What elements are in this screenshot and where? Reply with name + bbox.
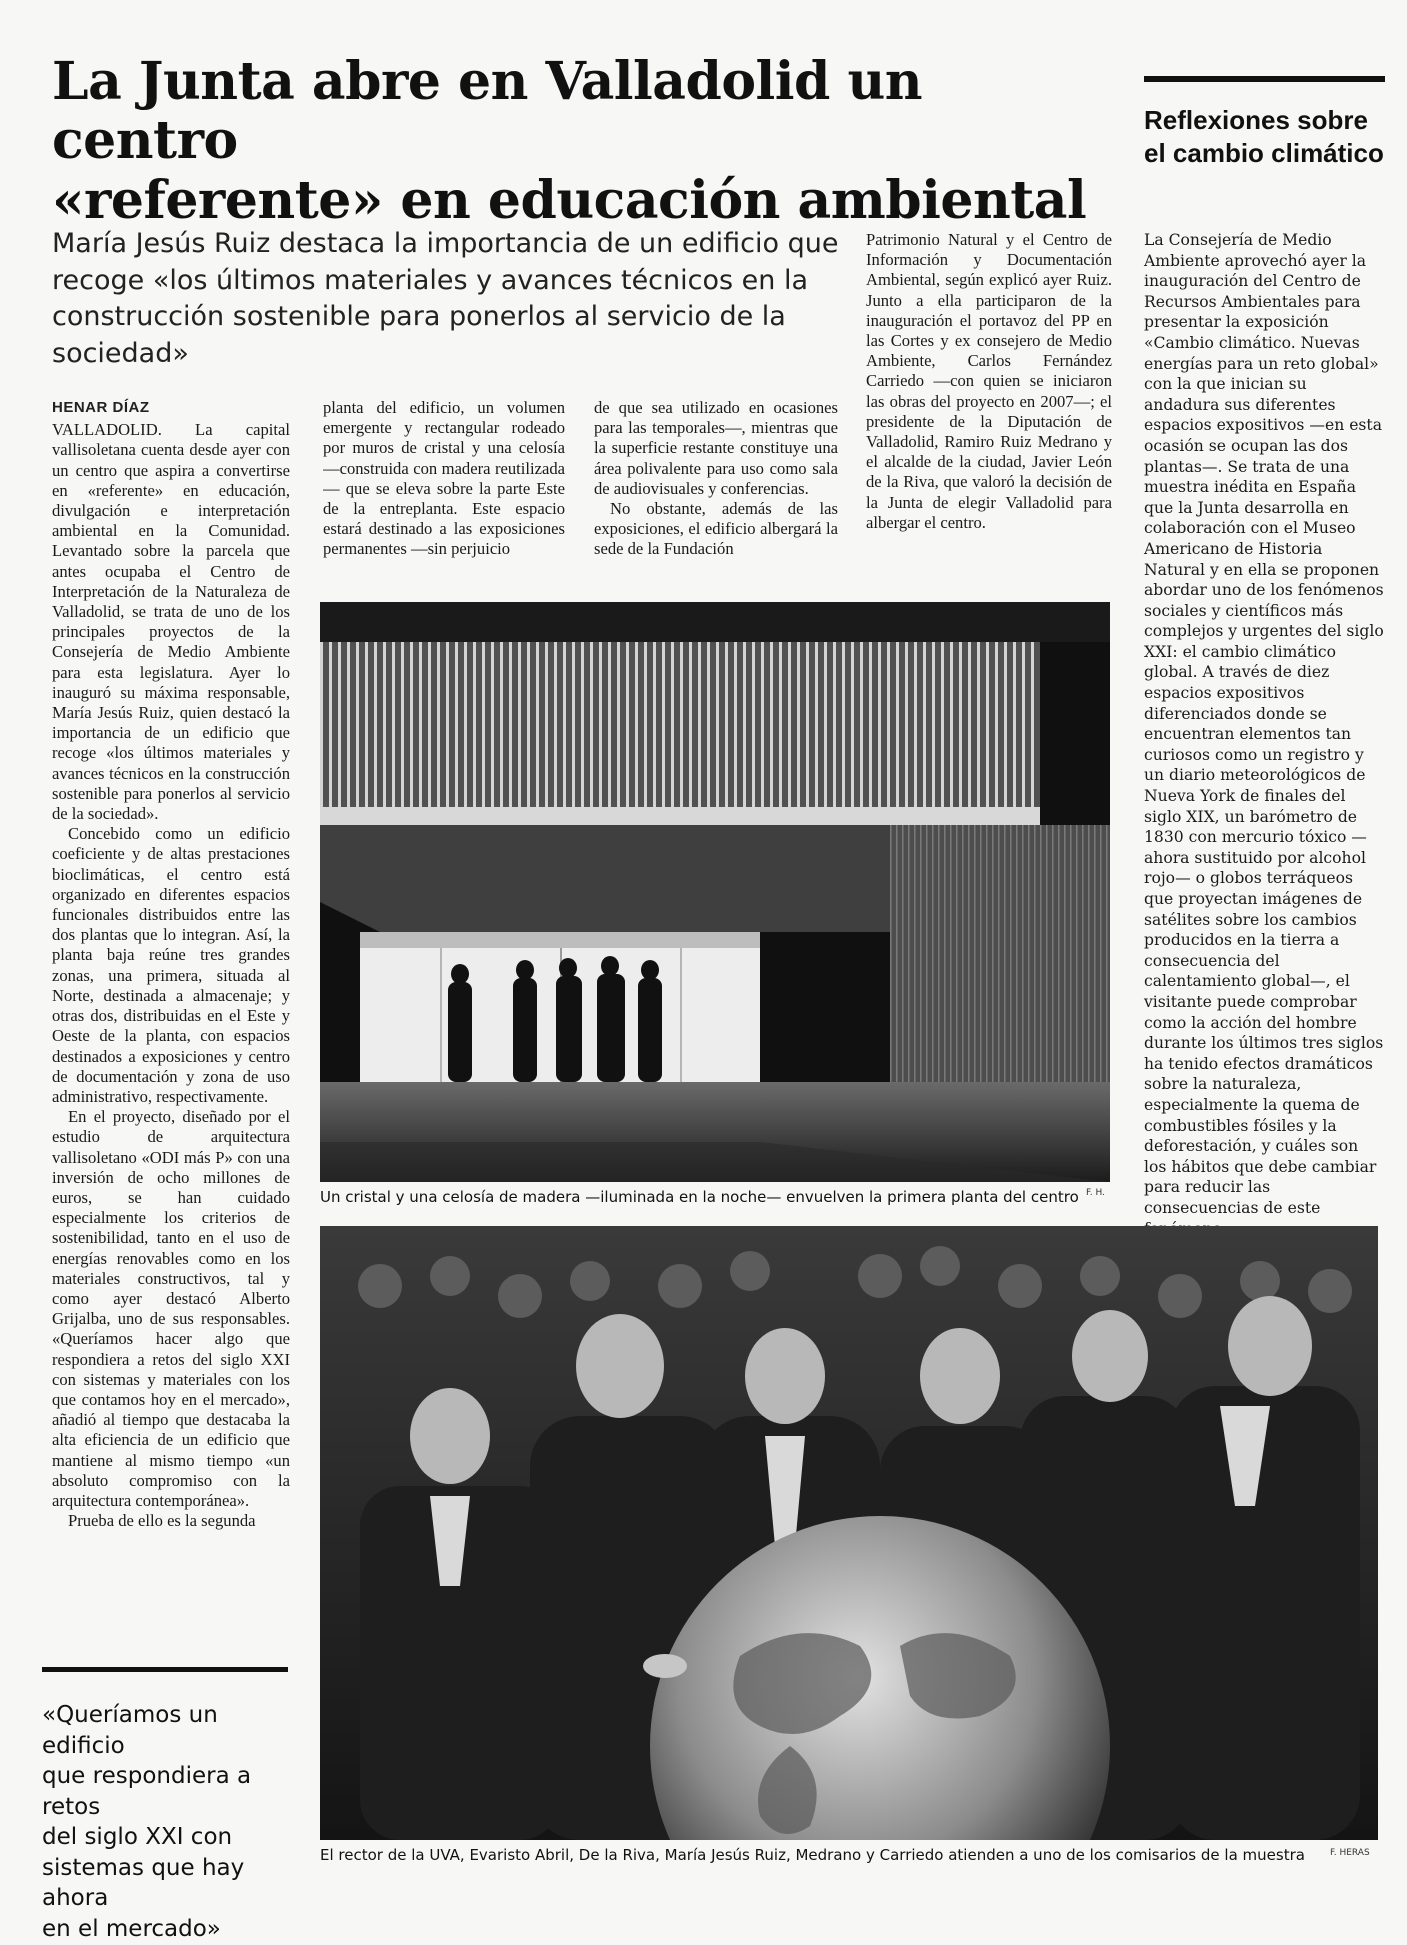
pull-quote-rule <box>42 1667 288 1672</box>
article-column-2 <box>323 398 565 588</box>
paragraph: de que sea utilizado en ocasiones para las temporales—, mientras que la superficie restante constituye una área polivalente para uso como sala de audiovisuales y conferencias. <box>594 398 838 498</box>
sidebar-title: Reflexiones sobre el cambio climático <box>1144 105 1384 168</box>
paragraph: No obstante, además de las exposiciones, el edificio albergará la sede de la Fundación <box>594 499 838 559</box>
paragraph: En el proyecto, diseñado por el estudio de arquitectura vallisoletano «ODI más P» con una inversión de ocho millones de euros, se han cuidado especialmente los criterios de sostenibilidad, tanto en el uso de energías renovables como en los materiales constructivos, tal y como ayer destacó Alberto Grijalba, uno de sus responsables. «Queríamos hacer algo que respondiera a retos del siglo XXI con sistemas y materiales con los que contamos hoy en el mercado», añadió al tiempo que destacaba la alta eficiencia de un edificio que mantiene al mismo tiempo «un absoluto compromiso con la arquitectura contemporánea». <box>52 1107 290 1510</box>
byline: HENAR DÍAZ <box>52 399 150 416</box>
paragraph: Concebido como un edificio coeficiente y de altas prestaciones bioclimáticas, el centro está organizado en diferentes espacios funcionales distribuidos entre las dos plantas que lo integran. Así, la planta baja reúne tres grandes zonas, una primera, situada al Norte, destinada a almacenaje; y otras dos, distribuidas en el Este y Oeste de la planta, con espacios destinados a exposiciones y centro de documentación y zona de uso administrativo, respectivamente. <box>52 824 290 1106</box>
paragraph: VALLADOLID. La capital vallisoletana cuenta desde ayer con un centro que aspira a convertirse en «referente» en educación, divulgación e interpretación ambiental en la Comunidad. Levantado sobre la parcela que antes ocupaba el Centro de Interpretación de la Naturaleza de Valladolid, se trata de uno de los principales proyectos de la Consejería de Medio Ambiente para esta legislatura. Ayer lo inauguró su máxima responsable, María Jesús Ruiz, quien destacó la importancia de un edificio que recoge «los últimos materiales y avances técnicos en la construcción sostenible para ponerlos al servicio de la sociedad». <box>52 420 290 824</box>
headline: La Junta abre en Valladolid un centro «referente» en educación ambiental <box>52 51 1087 231</box>
sidebar-rule <box>1144 76 1385 82</box>
building-photo-caption: Un cristal y una celosía de madera —iluminada en la noche— envuelven la primera planta del centro <box>320 1188 1079 1206</box>
pull-quote: «Queríamos un edificio que respondiera a retos del siglo XXI con sistemas que hay ahora en el mercado» <box>42 1702 252 1943</box>
article-column-4 <box>866 230 1112 590</box>
building-photo-credit: F. H. <box>1086 1188 1105 1198</box>
group-photo-caption: El rector de la UVA, Evaristo Abril, De la Riva, María Jesús Ruiz, Medrano y Carriedo atienden a uno de los comisarios de la muestra <box>320 1846 1305 1864</box>
group-photo <box>320 1226 1378 1840</box>
article-column-1 <box>52 398 290 1642</box>
subheadline: María Jesús Ruiz destaca la importancia de un edificio que recoge «los últimos materiales y avances técnicos en la construcción sostenible para ponerlos al servicio de la sociedad» <box>52 228 839 370</box>
article-column-3 <box>594 398 838 588</box>
paragraph: Patrimonio Natural y el Centro de Información y Documentación Ambiental, según explicó ayer Ruiz. Junto a ella participaron de la inauguración el portavoz del PP en las Cortes y ex consejero de Medio Ambiente, Carlos Fernández Carriedo —con quien se iniciaron las obras del proyecto en 2007—; el presidente de la Diputación de Valladolid, Ramiro Ruiz Medrano y el alcalde de la ciudad, Javier León de la Riva, que valoró la decisión de la Junta de elegir Valladolid para albergar el centro. <box>866 230 1112 532</box>
building-photo <box>320 602 1110 1182</box>
paragraph: planta del edificio, un volumen emergente y rectangular rodeado por muros de cristal y una celosía —construida con madera reutilizada— que se eleva sobre la parte Este de la entreplanta. Este espacio estará destinado a las exposiciones permanentes —sin perjuicio <box>323 398 565 559</box>
sidebar-body: La Consejería de Medio Ambiente aprovechó ayer la inauguración del Centro de Recursos Ambientales para presentar la exposición «Cambio climático. Nuevas energías para un reto global» con la que inician su andadura sus diferentes espacios expositivos —en esta ocasión se ocupan las dos plantas—. Se trata de una muestra inédita en España que la Junta desarrolla en colaboración con el Museo Americano de Historia Natural y en ella se proponen abordar uno de los fenómenos sociales y científicos más complejos y urgentes del siglo XXI: el cambio climático global. A través de diez espacios expositivos diferenciados donde se encuentran elementos tan curiosos como un registro y un diario meteorológicos de Nueva York de finales del siglo XIX, un barómetro de 1830 con mercurio tóxico —ahora sustituido por alcohol rojo— o globos terráqueos que proyectan imágenes de satélites sobre los cambios producidos en la tierra a consecuencia del calentamiento global—, el visitante puede comprobar como la acción del hombre durante los últimos tres siglos ha tenido efectos dramáticos sobre la naturaleza, especialmente la quema de combustibles fósiles y la deforestación, y cuáles son los hábitos que debe cambiar para reducir las consecuencias de este <box>1144 231 1384 1217</box>
paragraph: Prueba de ello es la segunda <box>68 1511 256 1531</box>
group-photo-credit: F. HERAS <box>1330 1848 1370 1858</box>
